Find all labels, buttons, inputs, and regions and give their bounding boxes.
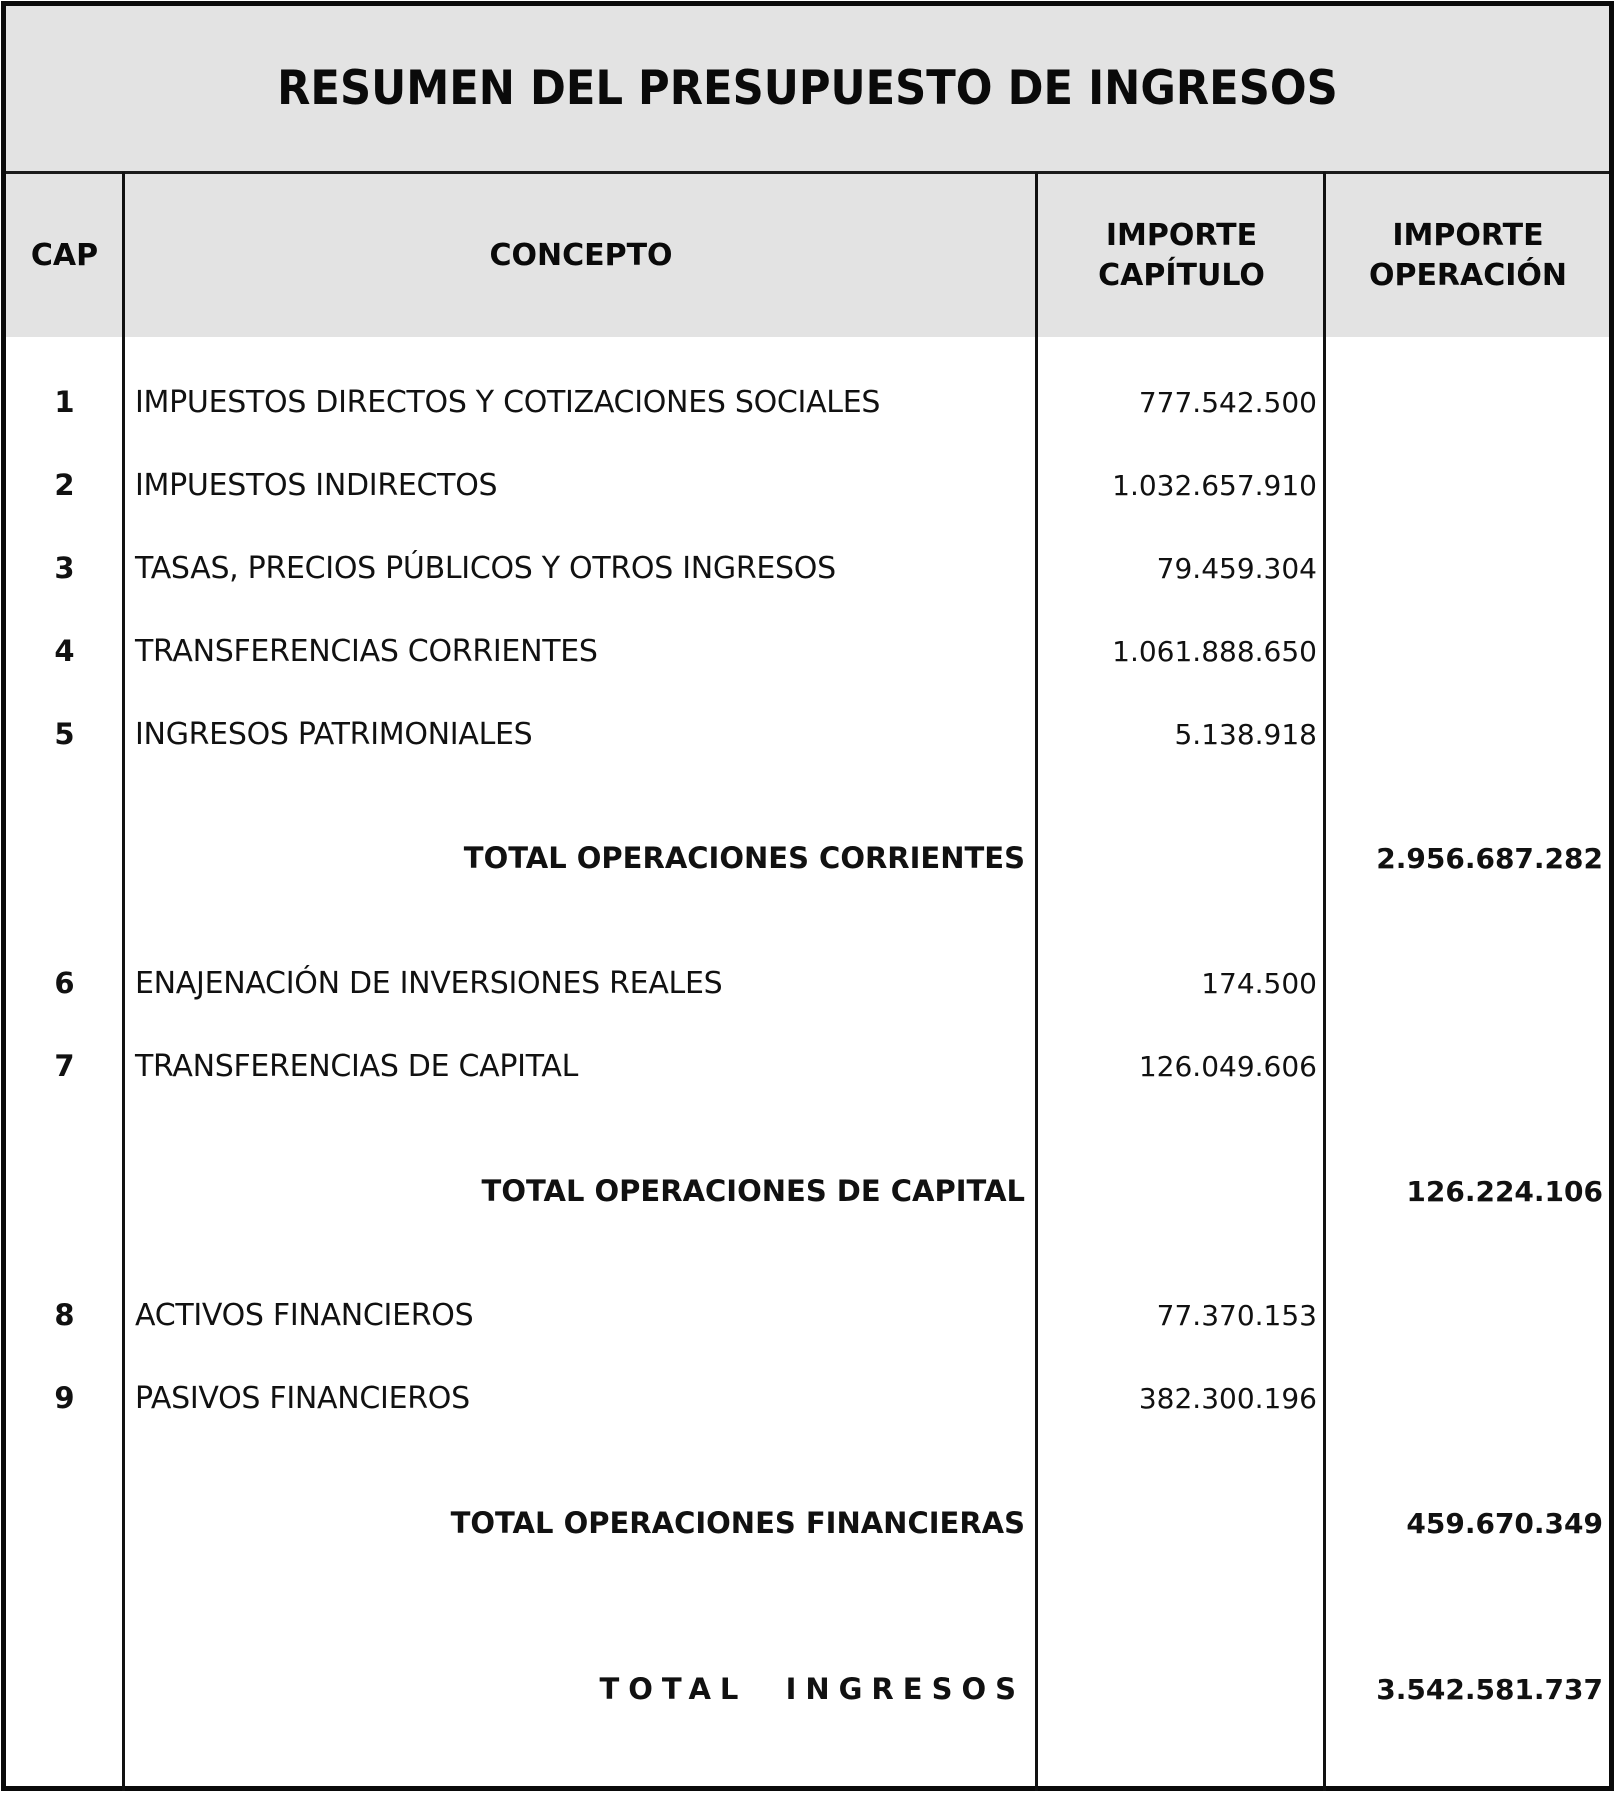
importe-capitulo-cell: 1.032.657.910 — [1112, 468, 1317, 502]
subtotal-value: 2.956.687.282 — [1376, 841, 1603, 875]
table-row — [6, 1285, 1609, 1345]
cap-cell — [6, 828, 123, 888]
column-header-importe-operacion-line2: OPERACIÓN — [1368, 257, 1568, 293]
cap-cell: 1 — [54, 385, 75, 419]
importe-operacion-cell — [1327, 704, 1603, 764]
cap-cell: 9 — [54, 1381, 75, 1415]
column-header-importe-operacion-line1: IMPORTE — [1392, 217, 1544, 253]
column-header-concepto-label: CONCEPTO — [489, 237, 673, 273]
cap-cell: 3 — [54, 551, 75, 585]
importe-capitulo-cell: 79.459.304 — [1156, 551, 1317, 585]
importe-operacion-cell — [1327, 1285, 1603, 1345]
column-header-importe-capitulo-line2: CAPÍTULO — [1098, 257, 1265, 293]
cap-cell: 4 — [54, 634, 75, 668]
importe-operacion-cell — [1327, 538, 1603, 598]
subtotal-value: 459.670.349 — [1406, 1506, 1603, 1540]
concepto-cell: TRANSFERENCIAS CORRIENTES — [135, 633, 598, 669]
cap-cell: 5 — [54, 717, 75, 751]
table-row — [6, 538, 1609, 598]
title-band — [6, 6, 1609, 171]
importe-operacion-cell — [1327, 372, 1603, 432]
concepto-cell: PASIVOS FINANCIEROS — [135, 1380, 470, 1416]
column-header-importe-capitulo — [1039, 174, 1324, 337]
table-row — [6, 455, 1609, 515]
importe-capitulo-cell: 1.061.888.650 — [1112, 634, 1317, 668]
table-row — [6, 372, 1609, 432]
column-header-concepto — [126, 174, 1036, 337]
importe-operacion-cell — [1327, 953, 1603, 1013]
importe-capitulo-cell: 77.370.153 — [1156, 1298, 1317, 1332]
concepto-cell: TASAS, PRECIOS PÚBLICOS Y OTROS INGRESOS — [135, 550, 836, 586]
importe-capitulo-cell: 174.500 — [1201, 966, 1317, 1000]
cap-cell — [6, 1493, 123, 1553]
subtotal-value: 126.224.106 — [1406, 1174, 1603, 1208]
importe-capitulo-cell: 382.300.196 — [1138, 1381, 1317, 1415]
importe-operacion-cell — [1327, 621, 1603, 681]
subtotal-row-corrientes — [6, 828, 1609, 888]
column-header-cap-label: CAP — [30, 237, 99, 273]
concepto-cell: ACTIVOS FINANCIEROS — [135, 1297, 474, 1333]
importe-capitulo-cell — [1039, 1659, 1317, 1719]
document-title: RESUMEN DEL PRESUPUESTO DE INGRESOS — [277, 61, 1338, 116]
importe-capitulo-cell: 126.049.606 — [1138, 1049, 1317, 1083]
concepto-cell: IMPUESTOS INDIRECTOS — [135, 467, 498, 503]
table-row — [6, 621, 1609, 681]
cap-cell: 7 — [54, 1049, 75, 1083]
table-row — [6, 704, 1609, 764]
importe-capitulo-cell — [1039, 828, 1317, 888]
concepto-cell: IMPUESTOS DIRECTOS Y COTIZACIONES SOCIALES — [135, 384, 881, 420]
table-row — [6, 1368, 1609, 1428]
grand-total-label: TOTAL INGRESOS — [599, 1672, 1025, 1706]
cap-cell: 2 — [54, 468, 75, 502]
importe-operacion-cell — [1327, 1368, 1603, 1428]
cap-cell — [6, 1161, 123, 1221]
importe-capitulo-cell — [1039, 1161, 1317, 1221]
importe-operacion-cell — [1327, 455, 1603, 515]
table-row — [6, 953, 1609, 1013]
grand-total-value: 3.542.581.737 — [1376, 1672, 1603, 1706]
subtotal-row-capital — [6, 1161, 1609, 1221]
concepto-cell: ENAJENACIÓN DE INVERSIONES REALES — [135, 965, 723, 1001]
subtotal-row-financieras — [6, 1493, 1609, 1553]
column-header-importe-operacion — [1327, 174, 1609, 337]
concepto-cell: INGRESOS PATRIMONIALES — [135, 716, 533, 752]
cap-cell: 6 — [54, 966, 75, 1000]
column-header-importe-capitulo-line1: IMPORTE — [1105, 217, 1258, 253]
importe-capitulo-cell: 5.138.918 — [1174, 717, 1317, 751]
column-header-cap — [6, 174, 123, 337]
importe-capitulo-cell: 777.542.500 — [1138, 385, 1317, 419]
subtotal-label: TOTAL OPERACIONES FINANCIERAS — [450, 1506, 1025, 1540]
cap-cell: 8 — [54, 1298, 75, 1332]
concepto-cell: TRANSFERENCIAS DE CAPITAL — [135, 1048, 579, 1084]
importe-operacion-cell — [1327, 1036, 1603, 1096]
importe-capitulo-cell — [1039, 1493, 1317, 1553]
subtotal-label: TOTAL OPERACIONES DE CAPITAL — [481, 1174, 1025, 1208]
subtotal-label: TOTAL OPERACIONES CORRIENTES — [463, 841, 1025, 875]
grand-total-row — [6, 1659, 1609, 1719]
cap-cell — [6, 1659, 123, 1719]
table-row — [6, 1036, 1609, 1096]
